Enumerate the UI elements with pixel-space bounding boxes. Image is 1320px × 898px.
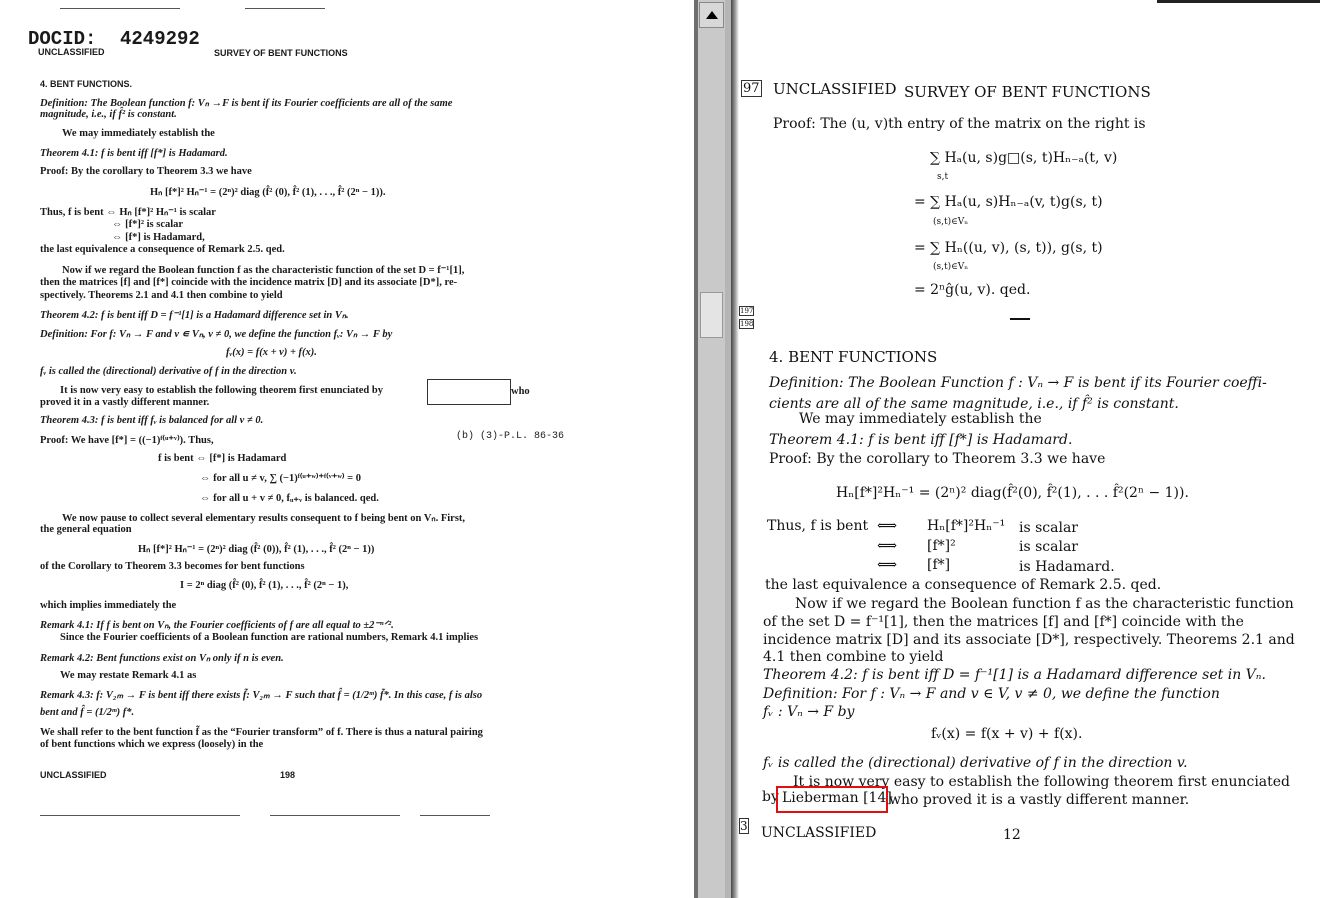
equivalence-label: Thus, f is bent (767, 518, 869, 534)
body-text: is Hadamard. (1019, 559, 1115, 575)
equation: Hₙ[f*]²Hₙ⁻¹ = (2ⁿ)² diag(f̂²(0), f̂²(1), . . . f̂²(2ⁿ − 1)). (836, 485, 1189, 501)
body-text: the general equation (40, 524, 132, 535)
theorem-4-1: Theorem 4.1: f is bent iff [f*] is Hadamard. (769, 432, 1073, 448)
scan-rule (1157, 0, 1320, 3)
body-text: the last equivalence a consequence of Remark 2.5. qed. (765, 577, 1162, 593)
page-number: 198 (280, 770, 296, 780)
proof-text: Proof: By the corollary to Theorem 3.3 we have (769, 451, 1106, 467)
iff-arrow-icon: ⟺ (877, 557, 898, 573)
body-text: the last equivalence a consequence of Remark 2.5. qed. (40, 244, 285, 255)
separator-rule (1010, 318, 1030, 320)
equation: Hₙ[f*]²Hₙ⁻¹ (927, 518, 1006, 534)
remark-4-3: Remark 4.3: f: V₂ₘ → F is bent iff there exists f̃: V₂ₘ → F such that f̂ = (1/2ᵐ) f̃*. In this case, f is also (40, 690, 483, 701)
definition-text: fᵥ : Vₙ → F by (763, 704, 855, 720)
page-number: 12 (1003, 827, 1021, 843)
equation: = 2ⁿĝ(u, v). qed. (914, 282, 1031, 298)
iff-arrow-icon: ⟺ (877, 518, 898, 534)
theorem-4-2: Theorem 4.2: f is bent iff D = f⁻¹[1] is a Hadamard difference set in Vₙ. (40, 310, 349, 321)
section-heading: 4. BENT FUNCTIONS (769, 348, 938, 366)
body-text: who (511, 386, 530, 397)
body-text: We shall refer to the bent function f̃ as the “Fourier transform” of f. There is thus a natural pairing (40, 727, 483, 738)
section-heading: 4. BENT FUNCTIONS. (40, 79, 133, 89)
body-text: We may restate Remark 4.1 as (60, 670, 197, 681)
header-classification: UNCLASSIFIED (773, 80, 897, 98)
body-text: which implies immediately the (40, 600, 177, 611)
redaction-note: (b) (3)-P.L. 86-36 (456, 431, 565, 442)
scan-rule (420, 815, 490, 816)
equation: fᵥ(x) = f(x + v) + f(x). (226, 347, 317, 358)
equation: [f*]² (927, 538, 956, 554)
equivalence-line: ⇔ for all u ≠ v, ∑ (−1)ᶠ⁽ᵘ⁺ʷ⁾⁺ᶠ⁽ᵛ⁺ʷ⁾ = 0 (200, 473, 361, 484)
body-text: fᵥ is called the (directional) derivative of f in the direction v. (763, 755, 1188, 771)
body-text: is scalar (1019, 539, 1079, 555)
equation-subscript: (s,t)∈Vₙ (933, 217, 969, 227)
definition-text: Definition: The Boolean function f: Vₙ →F is bent if its Fourier coefficients are all of the same (40, 98, 453, 109)
body-text: who proved it is a vastly different manner. (889, 792, 1190, 808)
body-text: Now if we regard the Boolean function f as the characteristic function of the set D = f⁻¹[1], (62, 265, 465, 276)
body-text: fᵥ is called the (directional) derivative of f in the direction v. (40, 366, 297, 377)
equation: ∑ Hₐ(u, s)g□(s, t)Hₙ₋ₐ(t, v) (930, 150, 1118, 166)
scan-rule (60, 8, 180, 9)
docid-number: 4249292 (120, 28, 200, 50)
definition-text: cients are all of the same magnitude, i.e., if f̂² is constant. (769, 396, 1179, 412)
footer-classification: UNCLASSIFIED (761, 825, 877, 841)
scan-rule (40, 815, 240, 816)
theorem-4-2: Theorem 4.2: f is bent iff D = f⁻¹[1] is a Hadamard difference set in Vₙ. (763, 667, 1266, 683)
citation-highlight[interactable] (776, 786, 892, 813)
up-arrow-icon (706, 11, 718, 19)
mini-page-label: 197 (740, 307, 754, 315)
equation: = ∑ Hₐ(u, s)Hₙ₋ₐ(v, t)g(s, t) (914, 194, 1103, 210)
proof-text: Proof: The (u, v)th entry of the matrix on the right is (773, 116, 1146, 132)
body-text: 4.1 then combine to yield (763, 649, 944, 665)
body-text: spectively. Theorems 2.1 and 4.1 then combine to yield (40, 290, 283, 301)
equivalence-line: ⇔ [f*] is Hadamard, (112, 232, 205, 243)
body-text: incidence matrix [D] and its associate [D*], respectively. Theorems 2.1 and (763, 632, 1295, 648)
header-running-title: SURVEY OF BENT FUNCTIONS (904, 83, 1151, 101)
equivalence-line: Thus, f is bent ⇔ Hₙ [f*]² Hₙ⁻¹ is scalar (40, 207, 216, 218)
body-text: of bent functions which we express (loosely) in the (40, 739, 264, 750)
body-text: proved it in a vastly different manner. (40, 397, 210, 408)
equation: fᵥ(x) = f(x + v) + f(x). (931, 726, 1083, 742)
equivalence-line: f is bent ⇔ [f*] is Hadamard (158, 453, 287, 464)
remark-4-3: bent and f̂ = (1/2ᵐ) f*. (40, 707, 135, 718)
scroll-up-button[interactable] (699, 2, 724, 28)
equation: = ∑ Hₙ((u, v), (s, t)), g(s, t) (914, 240, 1103, 256)
footer-classification: UNCLASSIFIED (40, 770, 107, 780)
definition-text: Definition: The Boolean Function f : Vₙ → F is bent if its Fourier coeffi- (769, 375, 1267, 391)
remark-4-2: Remark 4.2: Bent functions exist on Vₙ only if n is even. (40, 653, 284, 664)
equation-subscript: s,t (937, 172, 949, 182)
body-text: of the set D = f⁻¹[1], then the matrices [f] and [f*] coincide with the (763, 614, 1244, 630)
header-running-title: SURVEY OF BENT FUNCTIONS (214, 48, 348, 58)
redaction-box (427, 379, 511, 405)
theorem-4-3: Theorem 4.3: f is bent iff fᵥ is balanced for all v ≠ 0. (40, 415, 264, 426)
iff-arrow-icon: ⟺ (877, 538, 898, 554)
body-text: Since the Fourier coefficients of a Boolean function are rational numbers, Remark 4.1 implies (60, 632, 479, 643)
mini-page-label: 198 (740, 320, 754, 328)
citation-link[interactable]: Lieberman [14] (782, 790, 892, 806)
definition-text: Definition: For f : Vₙ → F and v ∈ V, v ≠ 0, we define the function (763, 686, 1220, 702)
docid-label: DOCID: (28, 28, 97, 50)
body-text: It is now very easy to establish the following theorem first enunciated by (60, 385, 383, 396)
body-text: Now if we regard the Boolean function f as the characteristic function (795, 596, 1294, 612)
equivalence-line: ⇔ [f*]² is scalar (112, 219, 184, 230)
scan-rule (245, 8, 325, 9)
page-scan-edge (731, 0, 739, 898)
right-document-page (731, 0, 1320, 898)
definition-text: magnitude, i.e., if f̂² is constant. (40, 109, 177, 120)
proof-text: Proof: We have [f*] = ((−1)ᶠ⁽ᵘ⁺ᵛ⁾). Thus, (40, 435, 214, 446)
equation-subscript: (s,t)∈Vₙ (933, 262, 969, 272)
proof-text: Proof: By the corollary to Theorem 3.3 we have (40, 166, 252, 177)
equation: Hₙ [f*]² Hₙ⁻¹ = (2ⁿ)² diag (f̂² (0)), f̂² (1), . . ., f̂² (2ⁿ − 1)) (138, 544, 375, 555)
header-classification: UNCLASSIFIED (38, 47, 105, 57)
equation: [f*] (927, 557, 951, 573)
body-text: of the Corollary to Theorem 3.3 becomes for bent functions (40, 561, 305, 572)
equation: Hₙ [f*]² Hₙ⁻¹ = (2ⁿ)² diag (f̂² (0), f̂² (1), . . ., f̂² (2ⁿ − 1)). (150, 187, 386, 198)
body-text: It is now very easy to establish the following theorem first enunciated (793, 774, 1291, 790)
page-label-box: 97 (743, 81, 760, 96)
equivalence-line: ⇔ for all u + v ≠ 0, fᵤ₊ᵥ is balanced. qed. (200, 493, 379, 504)
body-text: We may immediately establish the (799, 411, 1042, 427)
equation: I = 2ⁿ diag (f̂² (0), f̂² (1), . . ., f̂² (2ⁿ − 1), (180, 580, 349, 591)
footer-page-box: 3 (740, 819, 748, 833)
body-text: is scalar (1019, 520, 1079, 536)
remark-4-1: Remark 4.1: If f is bent on Vₙ, the Fourier coefficients of f are all equal to ±2⁻ⁿᐟ². (40, 620, 394, 631)
body-text: by (762, 789, 779, 805)
body-text: then the matrices [f] and [f*] coincide with the incidence matrix [D] and its associate [D*], re- (40, 277, 458, 288)
body-text: We may immediately establish the (62, 128, 215, 139)
scan-rule (270, 815, 400, 816)
body-text: We now pause to collect several elementary results consequent to f being bent on Vₙ. First, (62, 513, 466, 524)
definition-text: Definition: For f: Vₙ → F and v ∊ Vₙ, v ≠ 0, we define the function fᵥ: Vₙ → F by (40, 329, 393, 340)
scrollbar-thumb[interactable] (700, 292, 723, 338)
vertical-scrollbar[interactable] (698, 0, 725, 898)
theorem-4-1: Theorem 4.1: f is bent iff [f*] is Hadamard. (40, 148, 228, 159)
